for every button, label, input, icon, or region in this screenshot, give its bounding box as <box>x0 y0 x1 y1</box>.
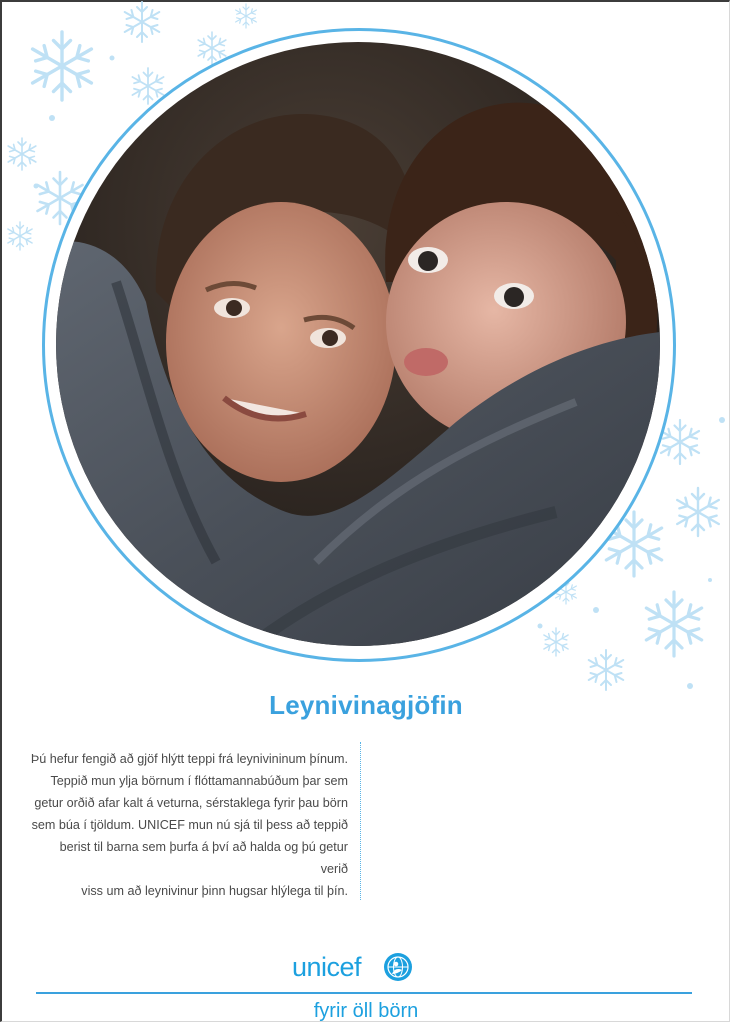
body-line: Þú hefur fengið að gjöf hlýtt teppi frá leynivininum þínum. <box>30 752 348 766</box>
children-photo <box>56 42 660 646</box>
footer-rule <box>36 992 692 994</box>
dotted-divider <box>360 742 361 900</box>
body-line: sem búa í tjöldum. UNICEF mun nú sjá til þess að teppið <box>31 818 348 832</box>
body-line: berist til barna sem þurfa á því að halda og þú getur verið <box>59 840 348 876</box>
tagline: fyrir öll börn <box>313 1000 419 1022</box>
unicef-wordmark: unicef <box>292 952 362 982</box>
unicef-logo <box>292 948 432 988</box>
document-title: Leynivinagjöfin <box>269 690 463 720</box>
body-line: getur orðið afar kalt á veturna, sérstaklega fyrir þau börn <box>34 796 348 810</box>
body-paragraph <box>30 748 348 902</box>
body-line: Teppið mun ylja börnum í flóttamannabúðum þar sem <box>50 774 348 788</box>
body-line: viss um að leynivinur þinn hugsar hlýlega til þín. <box>81 884 348 898</box>
unicef-emblem-icon <box>383 952 413 982</box>
